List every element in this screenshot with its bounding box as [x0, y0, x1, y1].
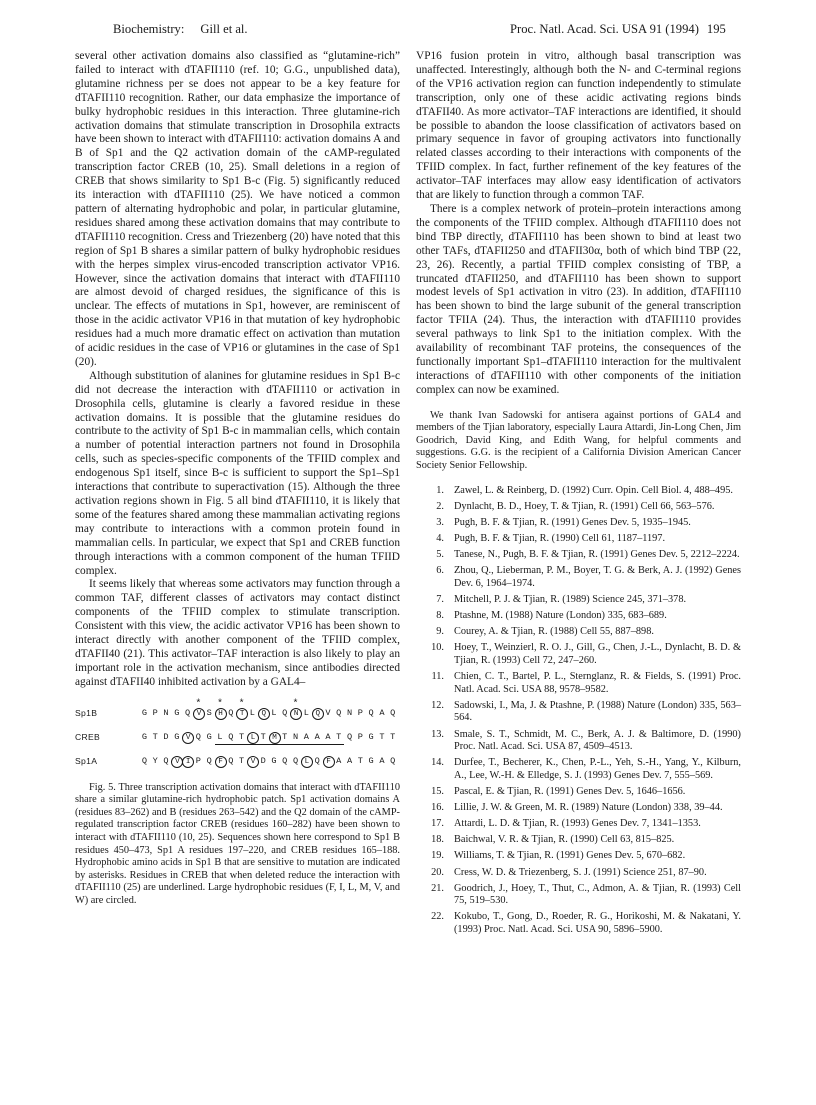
reference-text: Goodrich, J., Hoey, T., Thut, C., Admon, A. & Tjian, R. (1993) Cell 75, 519–530. [454, 882, 741, 907]
reference-text: Zhou, Q., Lieberman, P. M., Boyer, T. G. & Berk, A. J. (1992) Genes Dev. 6, 1964–1974. [454, 565, 741, 589]
amino-acid-residue: Q [258, 707, 269, 720]
figure-5-sequence-alignment [75, 702, 400, 774]
sequence-label: Sp1A [75, 755, 98, 766]
page-number: 195 [706, 22, 726, 36]
body-paragraph: It seems likely that whereas some activators may function through a common TAF, different classes of activators may contact distinct components of the TFIID complex to stimulate transcription. Consistent with this view, the acidic activator VP16 has been shown to interact directly with another component of the TFIID complex, dTAFII40 (21). This activator–TAF interaction is also likely to play an important role in the activation mechanism, since antibodies directed against dTAFII40 inhibited activation by a GAL4– [75, 578, 400, 688]
reference-number: 18. [431, 834, 444, 846]
running-header-right [510, 22, 726, 37]
amino-acid-residue: Q [292, 756, 299, 767]
reference-number: 4. [436, 533, 444, 545]
reference-number: 16. [431, 802, 444, 814]
reference-item [416, 818, 741, 831]
amino-acid-residue: L [215, 731, 226, 745]
sequence-row [75, 702, 400, 726]
amino-acid-residue: G [271, 756, 277, 767]
amino-acid-residue: Q [390, 756, 396, 767]
amino-acid-residue: Q [195, 731, 201, 742]
reference-item [416, 671, 741, 696]
amino-acid-residue: D [163, 731, 169, 742]
amino-acid-residue: P [152, 708, 158, 719]
amino-acid-residue: T [333, 731, 344, 745]
left-column [75, 50, 400, 908]
amino-acid-residue: Q [314, 756, 320, 767]
reference-number: 21. [431, 882, 444, 894]
reference-text: Zawel, L. & Reinberg, D. (1992) Curr. Opin. Cell Biol. 4, 488–495. [454, 484, 733, 496]
reference-item [416, 911, 741, 936]
reference-number: 9. [436, 626, 444, 638]
amino-acid-residue: Q [206, 756, 212, 767]
amino-acid-residue: V [247, 755, 258, 768]
amino-acid-residue: Q [390, 708, 396, 719]
amino-acid-residue: F [215, 755, 226, 768]
sequence-label: Sp1B [75, 707, 98, 718]
amino-acid-residue: Q [225, 731, 236, 745]
amino-acid-residue: A [336, 756, 342, 767]
reference-item [416, 626, 741, 639]
body-paragraph: There is a complex network of protein–protein interactions among the components of the TFIID complex. Although dTAFII110 does not bind TBP directly, dTAFII110 has been shown to bind at least two other TAFs, dTAFII250 and dTAFII30α, both of which bind TBP (22, 23, 26). Recently, a partial TFIID complex consisting of TBP, a truncated dTAFII250, and dTAFII110 has been shown to support modest levels of Sp1 activation in vitro (23). In addition, dTAFII110 has been shown to bind the large subunit of the general transcription factor TFIIA (24). Thus, the interaction with dTAFII110 provides several pathways to link Sp1 to the initiation complex. With the availability of recombinant TAF proteins, the consequences of the functionally important Sp1–dTAFII110 interaction for the multivalent interactions of dTAFII110 with other components of the initiation complex can now be examined. [416, 202, 741, 396]
reference-number: 19. [431, 850, 444, 862]
reference-number: 11. [431, 671, 444, 683]
amino-acid-residue: Q [228, 756, 234, 767]
figure-5-caption [75, 782, 400, 908]
acknowledgment-text: We thank Ivan Sadowski for antisera against portions of GAL4 and members of the Tjian laboratory, especially Laura Attardi, Jin-Long Chen, Jim Goodrich, David King, and Edith Wang, for helpful comments and suggestions. G.G. is the recipient of a California Division American Cancer Society Senior Fellowship. [416, 409, 741, 472]
amino-acid-residue: Q [228, 708, 234, 719]
reference-item [416, 610, 741, 623]
amino-acid-residue: * T [236, 707, 247, 720]
amino-acid-residue: P [357, 708, 363, 719]
reference-text: Cress, W. D. & Triezenberg, S. J. (1991) Science 251, 87–90. [454, 866, 707, 878]
amino-acid-residue: Q [163, 756, 169, 767]
reference-number: 20. [431, 866, 444, 878]
reference-item [416, 867, 741, 880]
amino-acid-residue: N [290, 731, 301, 745]
amino-acid-residue: G [174, 708, 180, 719]
reference-item [416, 549, 741, 562]
reference-text: Lillie, J. W. & Green, M. R. (1989) Nature (London) 338, 39–44. [454, 802, 723, 814]
amino-acid-residue: G [141, 708, 147, 719]
amino-acid-residue: Y [152, 756, 158, 767]
sequence-residues [139, 707, 398, 720]
reference-number: 8. [436, 610, 444, 622]
amino-acid-residue: T [379, 731, 385, 742]
amino-acid-residue: P [195, 756, 201, 767]
amino-acid-residue: N [163, 708, 169, 719]
amino-acid-residue: M [269, 731, 280, 745]
amino-acid-residue: A [346, 756, 353, 767]
reference-text: Hoey, T., Weinzierl, R. O. J., Gill, G., Chen, J.-L., Dynlacht, B. D. & Tjian, R. (1993) Cell 72, 247–260. [454, 642, 741, 666]
amino-acid-residue: F [323, 755, 334, 768]
amino-acid-residue: A [312, 731, 323, 745]
reference-text: Pugh, B. F. & Tjian, R. (1990) Cell 61, 1187–1197. [454, 533, 666, 545]
reference-text: Durfee, T., Becherer, K., Chen, P.-L., Yeh, S.-H., Yang, Y., Kilburn, A., Lee, W.-H. & Elledge, S. J. (1993) Genes Dev. 7, 555–569. [454, 757, 741, 781]
reference-number: 3. [436, 516, 444, 528]
reference-text: Williams, T. & Tjian, R. (1991) Genes Dev. 5, 670–682. [454, 850, 686, 862]
amino-acid-residue: S [206, 708, 212, 719]
sequence-label: CREB [75, 731, 101, 742]
reference-item [416, 786, 741, 799]
reference-number: 13. [431, 728, 444, 740]
amino-acid-residue: T [390, 731, 396, 742]
body-paragraph: Although substitution of alanines for glutamine residues in Sp1 B-c did not decrease the interaction with dTAFII110 or activation in Drosophila cells, glutamine is clearly a favored residue in these activation domains. It is possible that the glutamine residues do contribute to the activity of Sp1 B-c in mammalian cells, which contain a number of potential interaction partners not found in Drosophila cells, such as species-specific components of the TFIID complex and endogenous Sp1 itself, since B-c is sufficient to support the Sp1–Sp1 interactions that contribute to superactivation (15). Although the three activation regions shown in Fig. 5 all bind dTAFII110, it is likely that some of the features shared among these mammalian activating regions may contribute to interactions with a common protein found in mammalian cells. In particular, we expect that Sp1 and CREB function through interactions with a common component of the human TFIID complex. [75, 369, 400, 577]
body-paragraph: several other activation domains also classified as “glutamine-rich” failed to interact with dTAFII110 (ref. 10; G.G., unpublished data), glutamine richness per se does not appear to be a key feature for dTAFII110 recognition. Rather, our data emphasize the importance of bulky hydrophobic residues in this interaction. Three glutamine-rich activation domains that stimulate transcription in Drosophila extracts have been shown to interact with dTAFII110: activation domains A and B of Sp1 and the Q2 activation domain of the cAMP-regulated transcription factor CREB (10, 25). Small deletions in a region of CREB that shows similarity to Sp1 B-c (Fig. 5) significantly reduced its interaction with dTAFII110 (25). We have noticed a common pattern of alternating hydrophobic and polar, in particular glutamine, residues shared among these activation domains that may contribute to dTAFII110 recognition. Cress and Triezenberg (20) have noted that this region of Sp1 B shares a similar pattern of bulky hydrophobic residues with the herpes simplex virus-encoded transcription activator VP16. However, since the activation domains that interact with dTAFII110 are almost devoid of charged residues, the significance of this is unclear. The effects of mutations in Sp1, however, are reminiscent of those in the acidic activator VP16 in that mutation of key hydrophobic residues had a much more dramatic effect on activation than mutation of acidic residues in the case of VP16 or glutamines in the case of Sp1 (20). [75, 50, 400, 368]
amino-acid-residue: T [357, 756, 363, 767]
reference-text: Attardi, L. D. & Tjian, R. (1993) Genes Dev. 7, 1341–1353. [454, 818, 701, 830]
amino-acid-residue: I [182, 755, 193, 768]
sequence-row [75, 750, 400, 774]
amino-acid-residue: A [323, 731, 334, 745]
reference-text: Smale, S. T., Schmidt, M. C., Berk, A. J. & Baltimore, D. (1990) Proc. Natl. Acad. Sci. USA 87, 4509–4513. [454, 728, 741, 753]
reference-number: 12. [431, 699, 444, 711]
amino-acid-residue: Q [185, 708, 191, 719]
reference-number: 7. [436, 594, 444, 606]
reference-item [416, 700, 741, 725]
reference-text: Ptashne, M. (1988) Nature (London) 335, 683–689. [454, 610, 667, 622]
amino-acid-residue: * H [215, 707, 226, 720]
amino-acid-residue: V [171, 755, 182, 768]
reference-item [416, 565, 741, 590]
amino-acid-residue: P [357, 731, 363, 742]
reference-text: Baichwal, V. R. & Tjian, R. (1990) Cell 63, 815–825. [454, 834, 675, 846]
amino-acid-residue: Q [368, 708, 374, 719]
amino-acid-residue: A [379, 756, 385, 767]
sequence-row [75, 726, 400, 750]
reference-text: Chien, C. T., Bartel, P. L., Sternglanz, R. & Fields, S. (1991) Proc. Natl. Acad. Sci. USA 88, 9578–9582. [454, 671, 741, 695]
amino-acid-residue: T [236, 731, 247, 745]
reference-list [416, 485, 741, 937]
sequence-residues [139, 731, 398, 745]
amino-acid-residue: G [174, 731, 180, 742]
reference-number: 1. [436, 484, 444, 496]
amino-acid-residue: T [238, 756, 245, 767]
reference-text: Pugh, B. F. & Tjian, R. (1991) Genes Dev. 5, 1935–1945. [454, 516, 691, 528]
amino-acid-residue: * V [193, 707, 204, 720]
amino-acid-residue: A [301, 731, 312, 745]
amino-acid-residue: V [182, 731, 193, 744]
acknowledgments [416, 410, 741, 473]
reference-number: 17. [431, 818, 444, 830]
reference-number: 6. [436, 565, 444, 577]
reference-item [416, 834, 741, 847]
reference-number: 5. [436, 549, 444, 561]
running-header-left [113, 22, 248, 37]
amino-acid-residue: Q [346, 731, 353, 742]
reference-text: Courey, A. & Tjian, R. (1988) Cell 55, 887–898. [454, 626, 654, 638]
amino-acid-residue: G [206, 731, 212, 742]
reference-number: 10. [431, 642, 444, 654]
amino-acid-residue: L [301, 755, 312, 768]
journal-citation: Proc. Natl. Acad. Sci. USA 91 (1994) [510, 22, 699, 36]
amino-acid-residue: L [303, 708, 309, 719]
amino-acid-residue: T [279, 731, 290, 745]
reference-number: 15. [431, 785, 444, 797]
amino-acid-residue: * N [290, 707, 301, 720]
right-column [416, 50, 741, 940]
amino-acid-residue: Q [141, 756, 147, 767]
reference-item [416, 850, 741, 863]
amino-acid-residue: T [152, 731, 158, 742]
reference-text: Mitchell, P. J. & Tjian, R. (1989) Science 245, 371–378. [454, 594, 687, 606]
amino-acid-residue: N [346, 708, 353, 719]
reference-item [416, 802, 741, 815]
reference-item [416, 883, 741, 908]
reference-number: 14. [431, 757, 444, 769]
reference-item [416, 594, 741, 607]
amino-acid-residue: L [271, 708, 277, 719]
caption-text: Fig. 5. Three transcription activation domains that interact with dTAFII110 share a similar glutamine-rich hydrophobic patch. Sp1 activation domains A (residues 83–262) and B (residues 263–542) and the Q2 domain of the cAMP-regulated transcription factor CREB (residues 160–282) have been shown to interact with dTAFII110 (10, 25). Sequences shown here correspond to Sp1 B residues 450–473, Sp1 A residues 197–220, and CREB residues 165–188. Hydrophobic amino acids in Sp1 B that are sensitive to mutation are indicated by asterisks. Residues in CREB that when deleted reduce the interaction with dTAFII110 (25) are underlined. Large hydrophobic residues (F, I, L, M, V, and W) are circled. [75, 781, 400, 907]
amino-acid-residue: Q [282, 708, 288, 719]
reference-item [416, 729, 741, 754]
reference-item [416, 642, 741, 667]
reference-number: 22. [431, 911, 444, 923]
amino-acid-residue: G [141, 731, 147, 742]
body-paragraph: VP16 fusion protein in vitro, although basal transcription was unaffected. Interestingly, although both the N- and C-terminal regions of the VP16 activation region can function independently to stimulate transcription, only one of these acidic activating regions binds dTAFII40. As more activator–TAF interactions are identified, it should be possible to abandon the loose classification of activators based on primary sequence in favor of grouping activators into functionally related classes according to their interactions with components of the TFIID complex. In fact, further refinement of the key features of the activator–TAF interfaces may allow easy identification of activators that are likely to function through a common TAF. [416, 50, 741, 202]
amino-acid-residue: T [258, 731, 269, 745]
reference-item [416, 533, 741, 546]
reference-text: Dynlacht, B. D., Hoey, T. & Tjian, R. (1991) Cell 66, 563–576. [454, 500, 715, 512]
reference-text: Sadowski, I., Ma, J. & Ptashne, P. (1988) Nature (London) 335, 563–564. [454, 699, 741, 724]
amino-acid-residue: L [247, 731, 258, 745]
reference-item [416, 757, 741, 782]
reference-text: Kokubo, T., Gong, D., Roeder, R. G., Horikoshi, M. & Nakatani, Y. (1993) Proc. Natl. Acad. Sci. USA 90, 5896–5900. [454, 911, 741, 935]
reference-text: Pascal, E. & Tjian, R. (1991) Genes Dev. 5, 1646–1656. [454, 785, 686, 797]
amino-acid-residue: Q [282, 756, 288, 767]
reference-item [416, 517, 741, 530]
amino-acid-residue: Q [312, 707, 323, 720]
amino-acid-residue: Q [336, 708, 342, 719]
amino-acid-residue: G [368, 731, 374, 742]
amino-acid-residue: D [260, 756, 266, 767]
amino-acid-residue: A [379, 708, 385, 719]
amino-acid-residue: V [325, 708, 331, 719]
reference-item [416, 485, 741, 498]
amino-acid-residue: L [249, 708, 255, 719]
reference-number: 2. [436, 500, 444, 512]
journal-section: Biochemistry: [113, 22, 185, 36]
reference-item [416, 501, 741, 514]
sequence-residues [139, 755, 398, 768]
amino-acid-residue: G [368, 756, 374, 767]
reference-text: Tanese, N., Pugh, B. F. & Tjian, R. (1991) Genes Dev. 5, 2212–2224. [454, 549, 740, 561]
author-line: Gill et al. [200, 22, 248, 36]
